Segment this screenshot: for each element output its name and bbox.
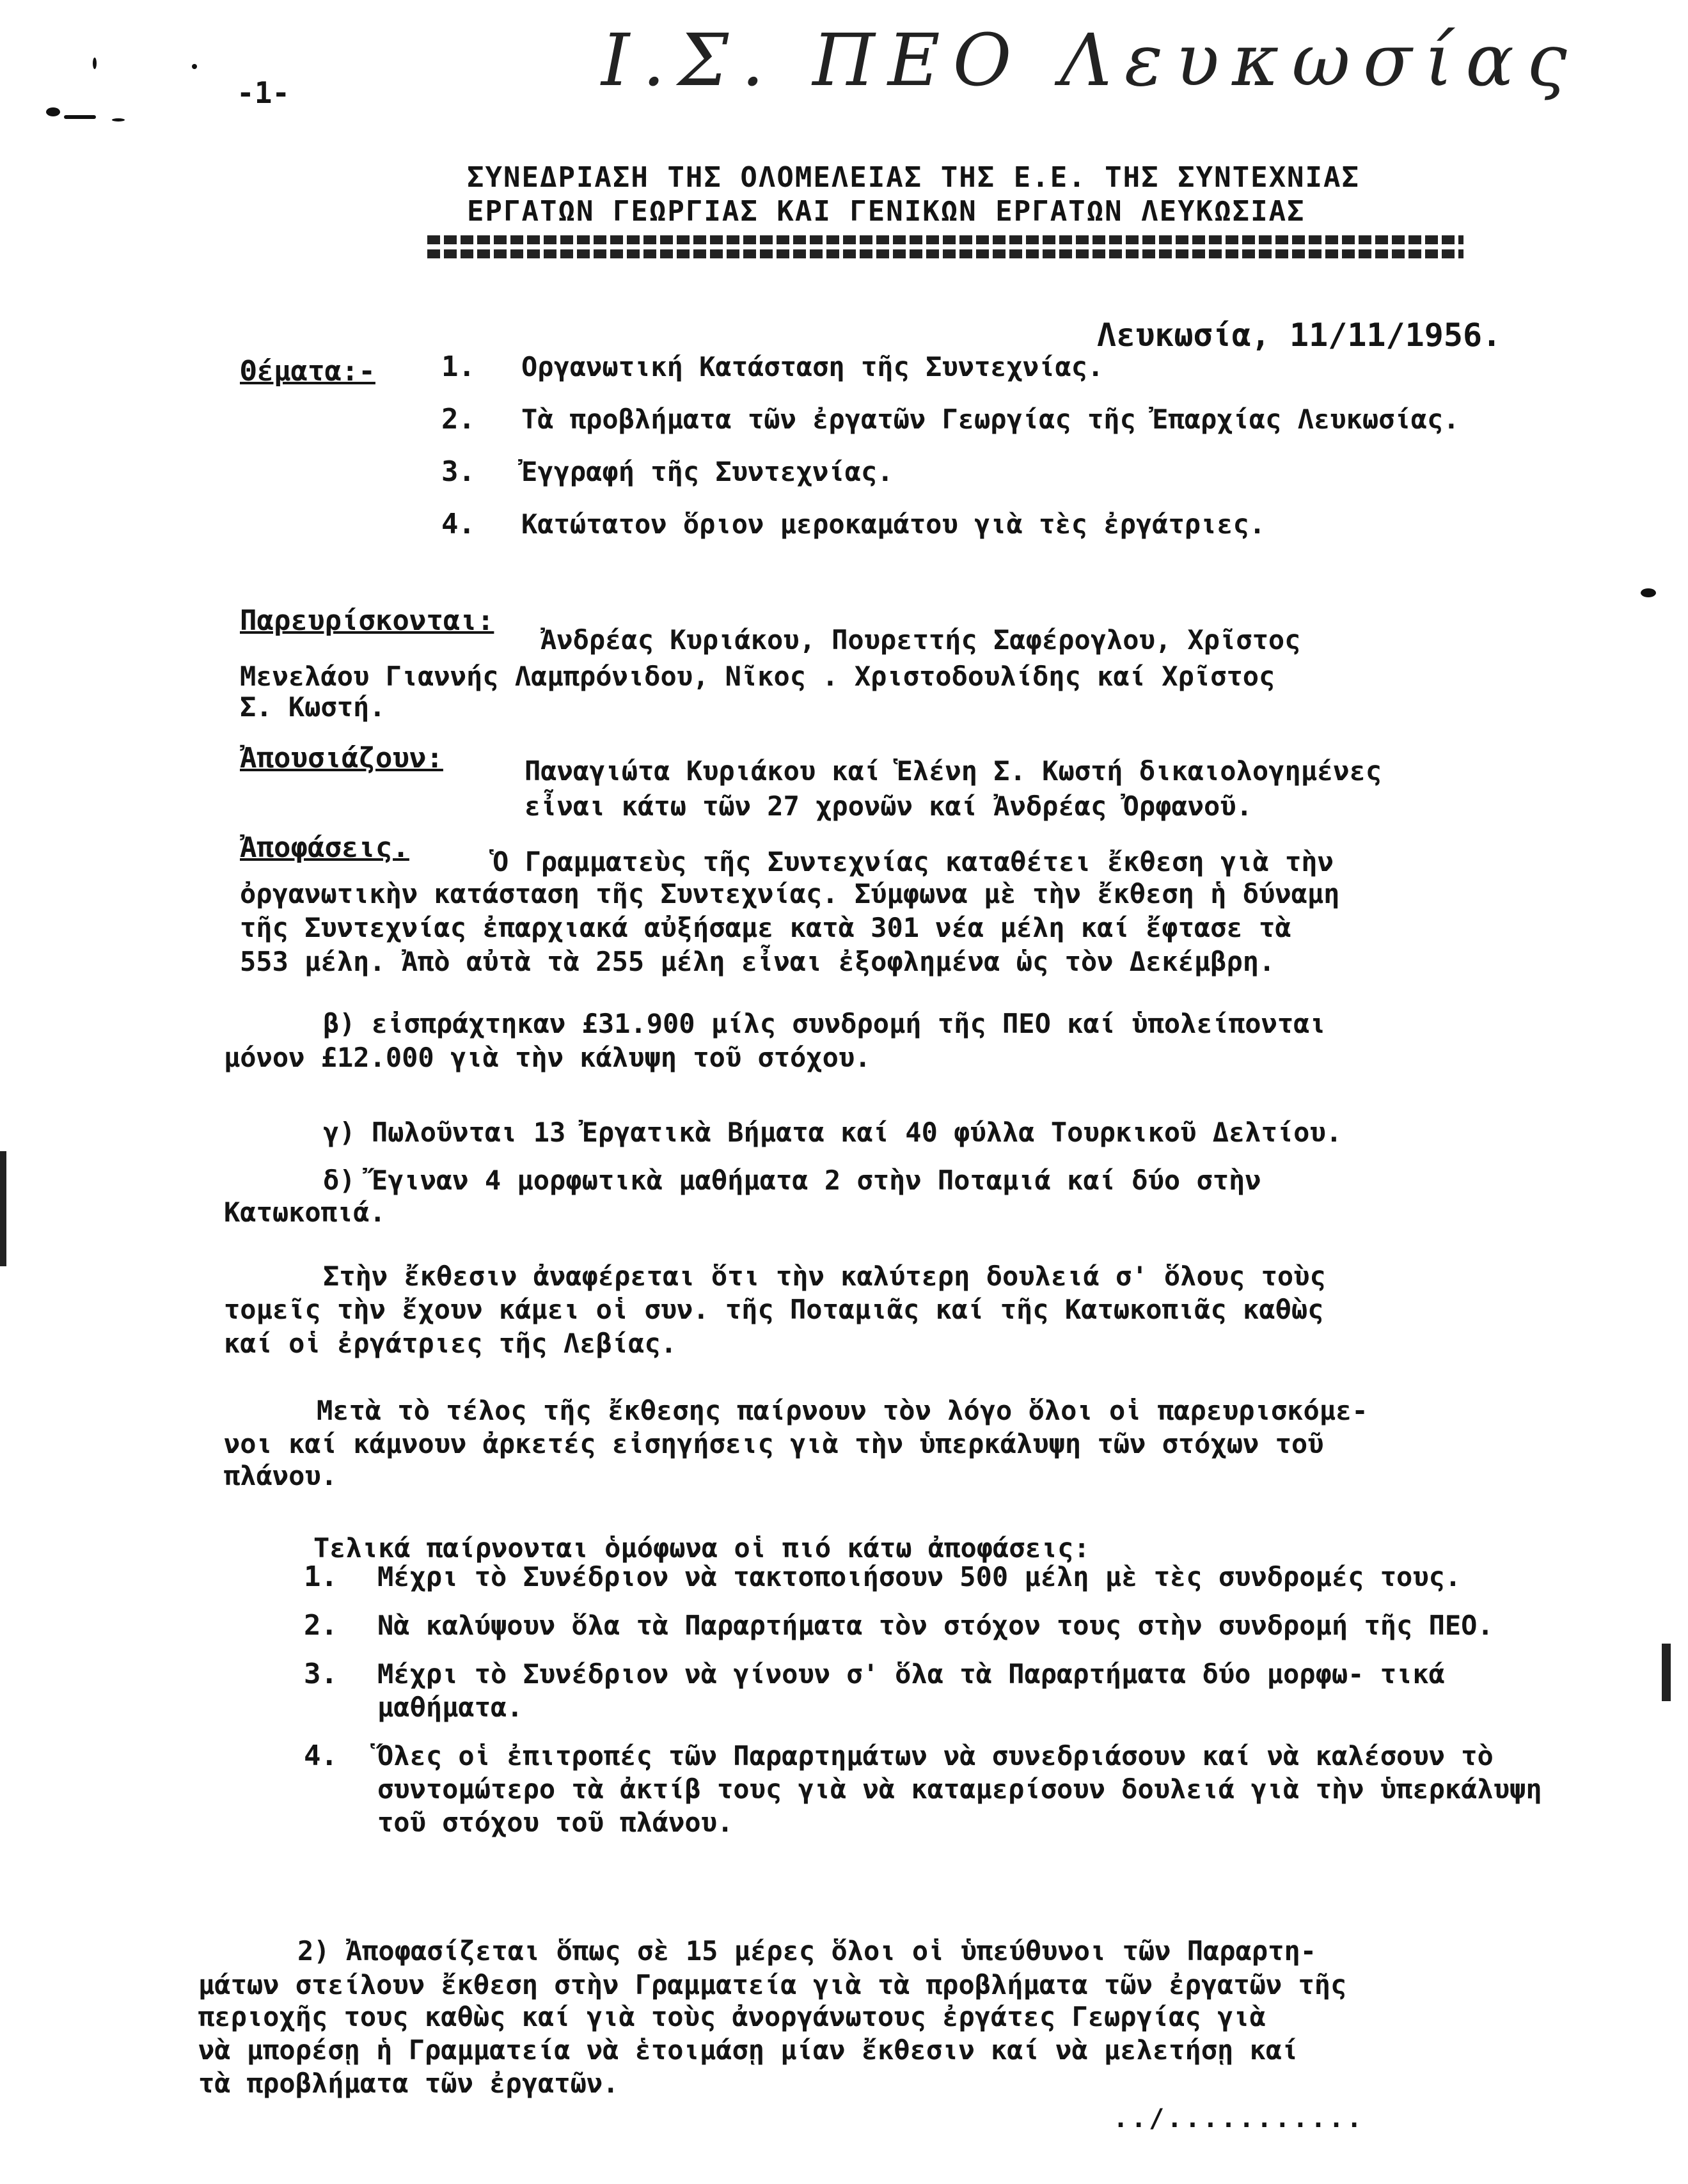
- resolution-item: [304, 1560, 1583, 1594]
- scan-speck: [192, 64, 197, 69]
- header-line-2: ΕΡΓΑΤΩΝ ΓΕΩΡΓΙΑΣ ΚΑΙ ΓΕΝΙΚΩΝ ΕΡΓΑΤΩΝ ΛΕΥΚΩΣΙΑΣ: [467, 195, 1305, 228]
- decisions-p1-line-4: 553 μέλη. Ἀπὸ αὐτὰ τὰ 255 μέλη εἶναι ἐξοφλημένα ὡς τὸν Δεκέμβρη.: [240, 946, 1275, 977]
- header-rule: [427, 235, 1463, 244]
- topics-list: [441, 350, 1542, 560]
- topic-number: 3.: [441, 455, 475, 488]
- decisions-p1-line-3: τῆς Συντεχνίας ἐπαρχιακά αὐξήσαμε κατὰ 301 νέα μέλη καί ἔφτασε τὰ: [240, 912, 1291, 943]
- resolution-text: Μέχρι τὸ Συνέδριον νὰ γίνουν σ' ὅλα τὰ Παραρτήματα δύο μορφω- τικά μαθήματα.: [377, 1658, 1445, 1723]
- topic-text: Τὰ προβλήματα τῶν ἐργατῶν Γεωργίας τῆς Ἐπαρχίας Λευκωσίας.: [521, 404, 1460, 435]
- scan-speck: [93, 58, 97, 69]
- scan-speck: [64, 115, 96, 119]
- topic-number: 4.: [441, 508, 475, 540]
- decisions-p6-line-2: νοι καί κάμνουν ἀρκετές εἰσηγήσεις γιὰ τὴν ὑπερκάλυψη τῶν στόχων τοῦ: [224, 1428, 1324, 1459]
- resolution2-line-3: περιοχῆς τους καθὼς καί γιὰ τοὺς ἀνοργάνωτους ἐργάτες Γεωργίας γιὰ: [198, 2001, 1266, 2032]
- decisions-p5-line-2: τομεῖς τὴν ἔχουν κάμει οἱ συν. τῆς Ποταμιᾶς καί τῆς Κατωκοπιᾶς καθὼς: [224, 1294, 1324, 1325]
- resolution-number: 4.: [304, 1740, 338, 1772]
- resolution-item: [304, 1609, 1583, 1642]
- resolution-text: Ὅλες οἱ ἐπιτροπές τῶν Παραρτημάτων νὰ συνεδριάσουν καί νὰ καλέσουν τὸ συντομώτερο τὰ ἀκτίβ τους γιὰ νὰ καταμερίσουν δουλειά γιὰ τὴν ὑπερκάλυψη τοῦ στόχου τοῦ πλάνου.: [377, 1740, 1542, 1838]
- topics-label: Θέματα:-: [240, 355, 375, 388]
- resolution-number: 3.: [304, 1658, 338, 1690]
- handwritten-annotation: Ι.Σ. ΠΕΟ Λευκωσίας: [601, 19, 1580, 102]
- continuation-mark: ../...........: [1113, 2104, 1365, 2133]
- resolution-item: [304, 1658, 1583, 1724]
- resolution-text: Μέχρι τὸ Συνέδριον νὰ τακτοποιήσουν 500 μέλη μὲ τὲς συνδρομές τους.: [377, 1561, 1462, 1592]
- absent-label: Ἀπουσιάζουν:: [240, 742, 443, 774]
- topic-item: [441, 350, 1542, 384]
- resolution2-line-1: 2) Ἀποφασίζεται ὅπως σὲ 15 μέρες ὅλοι οἱ ὑπεύθυνοι τῶν Παραρτη-: [297, 1935, 1317, 1967]
- decisions-p5-line-3: καί οἱ ἐργάτριες τῆς Λεβίας.: [224, 1328, 677, 1359]
- resolution-text: Νὰ καλύψουν ὅλα τὰ Παραρτήματα τὸν στόχον τους στὴν συνδρομή τῆς ΠΕΟ.: [377, 1610, 1494, 1641]
- decisions-p1-line-1: Ὁ Γραμματεὺς τῆς Συντεχνίας καταθέτει ἔκθεση γιὰ τὴν: [493, 846, 1334, 877]
- present-line-3: Σ. Κωστή.: [240, 691, 386, 723]
- topic-number: 1.: [441, 350, 475, 383]
- decisions-p4-line-2: Κατωκοπιά.: [224, 1197, 386, 1228]
- decisions-p2-line-2: μόνον £12.000 γιὰ τὴν κάλυψη τοῦ στόχου.: [224, 1042, 871, 1073]
- decisions-p5-line-1: Στὴν ἔκθεσιν ἀναφέρεται ὅτι τὴν καλύτερη δουλειά σ' ὅλους τοὺς: [323, 1261, 1326, 1292]
- decisions-p2-line-1: β) εἰσπράχτηκαν £31.900 μίλς συνδρομή τῆς ΠΕΟ καί ὑπολείπονται: [323, 1008, 1326, 1039]
- present-line-1: Ἀνδρέας Κυριάκου, Πουρεττής Σαφέρογλου, Χρῖστος: [540, 624, 1301, 656]
- topic-text: Οργανωτική Κατάσταση τῆς Συντεχνίας.: [521, 351, 1104, 382]
- resolution2-line-2: μάτων στείλουν ἔκθεση στὴν Γραμματεία γιὰ τὰ προβλήματα τῶν ἐργατῶν τῆς: [198, 1969, 1347, 2000]
- decisions-label: Ἀποφάσεις.: [240, 831, 409, 864]
- topic-item: [441, 403, 1542, 436]
- absent-line-1: Παναγιώτα Κυριάκου καί Ἑλένη Σ. Κωστή δικαιολογημένες: [525, 755, 1382, 787]
- decisions-p4-line-1: δ) Ἔγιναν 4 μορφωτικὰ μαθήματα 2 στὴν Ποταμιά καί δύο στὴν: [323, 1165, 1261, 1196]
- date-line: Λευκωσία, 11/11/1956.: [1097, 317, 1502, 354]
- page-number: -1-: [237, 75, 290, 110]
- topic-number: 2.: [441, 403, 475, 436]
- scan-speck: [112, 118, 125, 122]
- scan-speck: [1641, 588, 1656, 597]
- resolution2-line-5: τὰ προβλήματα τῶν ἐργατῶν.: [198, 2068, 619, 2099]
- topic-item: [441, 455, 1542, 489]
- resolution2-line-4: νὰ μπορέσῃ ἡ Γραμματεία νὰ ἑτοιμάσῃ μίαν ἔκθεσιν καί νὰ μελετήσῃ καί: [198, 2034, 1298, 2066]
- resolution-item: [304, 1740, 1583, 1839]
- topic-text: Ἐγγραφή τῆς Συντεχνίας.: [521, 456, 894, 487]
- decisions-p7: Τελικά παίρνονται ὁμόφωνα οἱ πιό κάτω ἀποφάσεις:: [313, 1532, 1090, 1564]
- scan-speck: [46, 107, 60, 116]
- header-rule: [427, 249, 1463, 258]
- topic-item: [441, 508, 1542, 541]
- present-line-2: Μενελάου Γιαννής Λαμπρόνιδου, Νῖκος . Χριστοδουλίδης καί Χρῖστος: [240, 661, 1275, 692]
- resolution-number: 1.: [304, 1560, 338, 1593]
- decisions-p6-line-3: πλάνου.: [224, 1460, 338, 1491]
- topic-text: Κατώτατον ὅριον μεροκαμάτου γιὰ τὲς ἐργάτριες.: [521, 508, 1266, 540]
- present-label: Παρευρίσκονται:: [240, 604, 494, 637]
- header-line-1: ΣΥΝΕΔΡΙΑΣΗ ΤΗΣ ΟΛΟΜΕΛΕΙΑΣ ΤΗΣ Ε.Ε. ΤΗΣ ΣΥΝΤΕΧΝΙΑΣ: [467, 161, 1361, 194]
- decisions-p3: γ) Πωλοῦνται 13 Ἐργατικὰ Βήματα καί 40 φύλλα Τουρκικοῦ Δελτίου.: [323, 1117, 1343, 1148]
- resolutions-list: [304, 1560, 1583, 1855]
- absent-line-2: εἶναι κάτω τῶν 27 χρονῶν καί Ἀνδρέας Ὀρφανοῦ.: [525, 790, 1252, 822]
- scan-edge-mark: [1662, 1644, 1671, 1701]
- scan-edge-mark: [0, 1151, 6, 1266]
- decisions-p1-line-2: ὀργανωτικὴν κατάσταση τῆς Συντεχνίας. Σύμφωνα μὲ τὴν ἔκθεση ἡ δύναμη: [240, 878, 1340, 909]
- resolution-number: 2.: [304, 1609, 338, 1642]
- decisions-p6-line-1: Μετὰ τὸ τέλος τῆς ἔκθεσης παίρνουν τὸν λόγο ὅλοι οἱ παρευρισκόμε-: [317, 1395, 1368, 1426]
